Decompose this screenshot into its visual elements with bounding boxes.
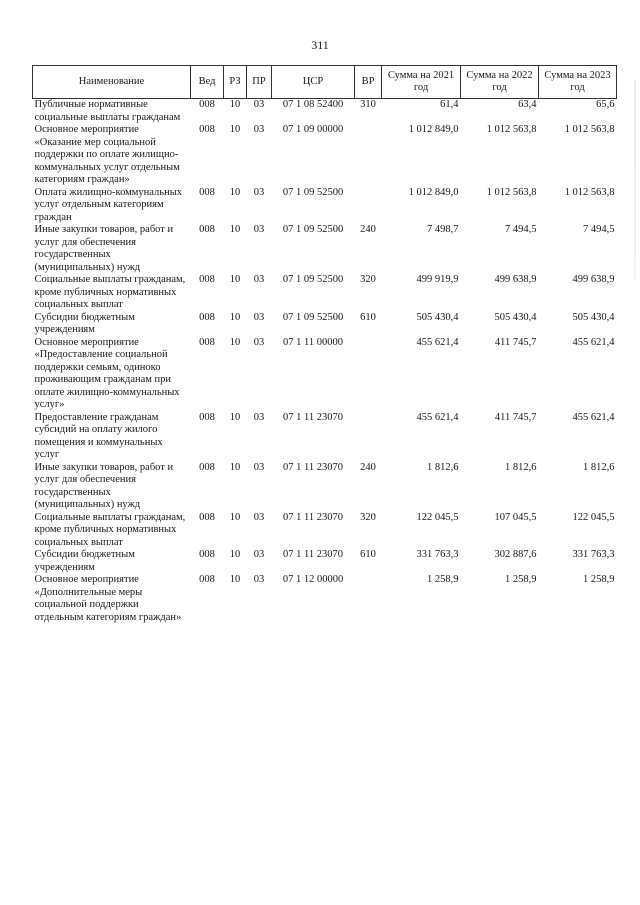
cell-sum-2023: 65,6 bbox=[596, 99, 615, 110]
cell-ved: 008 bbox=[199, 461, 215, 473]
cell-pr: 03 bbox=[253, 461, 265, 473]
cell-csr: 07 1 09 52500 bbox=[282, 186, 344, 198]
cell-sum-2021: 505 430,4 bbox=[416, 311, 459, 323]
cell-sum-2023: 1 812,6 bbox=[583, 461, 615, 473]
cell-sum-2022: 411 745,7 bbox=[494, 336, 537, 348]
cell-rz: 10 bbox=[229, 186, 241, 198]
cell-sum-2021: 122 045,5 bbox=[416, 511, 459, 523]
cell-pr: 03 bbox=[253, 574, 265, 585]
cell-name: Субсидии бюджетным учреждениям bbox=[34, 311, 135, 335]
cell-sum-2022: 63,4 bbox=[518, 99, 537, 110]
cell-pr: 03 bbox=[253, 99, 265, 110]
cell-pr: 03 bbox=[253, 274, 265, 285]
cell-vr: 240 bbox=[360, 461, 376, 473]
cell-sum-2023: 7 494,5 bbox=[583, 224, 615, 235]
cell-rz: 10 bbox=[229, 549, 241, 560]
table-header-row bbox=[33, 66, 617, 99]
table-row bbox=[33, 412, 617, 462]
cell-sum-2023: 122 045,5 bbox=[572, 511, 615, 523]
header-sum-2023: Сумма на 2023 год bbox=[539, 66, 617, 99]
cell-sum-2022: 1 012 563,8 bbox=[486, 186, 537, 198]
cell-rz: 10 bbox=[229, 511, 241, 523]
cell-sum-2023: 455 621,4 bbox=[572, 411, 615, 423]
cell-ved: 008 bbox=[199, 224, 215, 235]
cell-vr: 310 bbox=[360, 99, 376, 110]
cell-name: Основное мероприятие «Оказание мер социальной поддержки по оплате жилищно-коммунальных услуг отдельным категориям граждан» bbox=[34, 124, 180, 185]
cell-sum-2021: 455 621,4 bbox=[416, 411, 459, 423]
header-sum-2022: Сумма на 2022 год bbox=[461, 66, 539, 99]
cell-sum-2023: 1 258,9 bbox=[583, 574, 615, 585]
table-row bbox=[33, 512, 617, 550]
cell-sum-2022: 499 638,9 bbox=[494, 274, 537, 285]
cell-vr bbox=[355, 337, 382, 412]
cell-sum-2023: 1 012 563,8 bbox=[564, 124, 615, 135]
cell-pr: 03 bbox=[253, 411, 265, 423]
cell-csr: 07 1 11 00000 bbox=[283, 336, 343, 348]
cell-csr: 07 1 09 52500 bbox=[282, 311, 344, 323]
cell-name: Основное мероприятие «Дополнительные меры социальной поддержки отдельным категориям граждан» bbox=[34, 574, 182, 623]
cell-ved: 008 bbox=[199, 274, 215, 285]
cell-rz: 10 bbox=[229, 311, 241, 323]
budget-table bbox=[32, 65, 617, 624]
cell-pr: 03 bbox=[253, 336, 265, 348]
cell-vr bbox=[355, 412, 382, 462]
cell-sum-2022: 411 745,7 bbox=[494, 411, 537, 423]
cell-sum-2021: 331 763,3 bbox=[416, 549, 459, 560]
cell-ved: 008 bbox=[199, 411, 215, 423]
header-rz: РЗ bbox=[224, 66, 247, 99]
cell-csr: 07 1 11 23070 bbox=[283, 511, 343, 523]
cell-rz: 10 bbox=[229, 461, 241, 473]
cell-sum-2022: 1 012 563,8 bbox=[486, 124, 537, 135]
cell-csr: 07 1 11 23070 bbox=[283, 549, 343, 560]
header-csr: ЦСР bbox=[272, 66, 355, 99]
cell-vr: 240 bbox=[360, 224, 376, 235]
cell-sum-2023: 1 012 563,8 bbox=[564, 186, 615, 198]
table-row bbox=[33, 99, 617, 125]
cell-name: Иные закупки товаров, работ и услуг для обеспечения государственных (муниципальных) нужд bbox=[34, 461, 174, 510]
table-row bbox=[33, 462, 617, 512]
cell-csr: 07 1 09 52500 bbox=[282, 274, 344, 285]
table-row bbox=[33, 124, 617, 187]
cell-sum-2022: 1 812,6 bbox=[505, 461, 537, 473]
cell-sum-2021: 1 258,9 bbox=[427, 574, 459, 585]
header-sum-2021: Сумма на 2021 год bbox=[382, 66, 461, 99]
cell-vr: 320 bbox=[360, 511, 376, 523]
cell-sum-2022: 302 887,6 bbox=[494, 549, 537, 560]
cell-rz: 10 bbox=[229, 411, 241, 423]
cell-ved: 008 bbox=[199, 574, 215, 585]
cell-csr: 07 1 12 00000 bbox=[282, 574, 344, 585]
cell-sum-2022: 1 258,9 bbox=[505, 574, 537, 585]
scan-edge-shadow bbox=[634, 80, 636, 280]
cell-rz: 10 bbox=[229, 574, 241, 585]
cell-sum-2021: 455 621,4 bbox=[416, 336, 459, 348]
header-ved: Вед bbox=[191, 66, 224, 99]
cell-name: Оплата жилищно-коммунальных услуг отдельным категориям граждан bbox=[34, 186, 182, 223]
cell-name: Иные закупки товаров, работ и услуг для обеспечения государственных (муниципальных) нужд bbox=[34, 224, 174, 273]
table-row bbox=[33, 574, 617, 624]
cell-ved: 008 bbox=[199, 124, 215, 135]
cell-rz: 10 bbox=[229, 274, 241, 285]
cell-name: Социальные выплаты гражданам, кроме публичных нормативных социальных выплат bbox=[34, 511, 186, 548]
cell-ved: 008 bbox=[199, 186, 215, 198]
table-row bbox=[33, 337, 617, 412]
cell-sum-2023: 331 763,3 bbox=[572, 549, 615, 560]
cell-pr: 03 bbox=[253, 549, 265, 560]
cell-pr: 03 bbox=[253, 311, 265, 323]
cell-csr: 07 1 09 00000 bbox=[282, 124, 344, 135]
cell-sum-2023: 499 638,9 bbox=[572, 274, 615, 285]
cell-name: Основное мероприятие «Предоставление социальной поддержки семьям, одиноко проживающим гражданам при оплате жилищно-коммунальных услуг» bbox=[34, 336, 180, 410]
cell-sum-2022: 7 494,5 bbox=[505, 224, 537, 235]
table-row bbox=[33, 549, 617, 574]
cell-pr: 03 bbox=[253, 186, 265, 198]
cell-name: Субсидии бюджетным учреждениям bbox=[34, 549, 135, 573]
cell-name: Социальные выплаты гражданам, кроме публичных нормативных социальных выплат bbox=[34, 274, 186, 310]
table-row bbox=[33, 274, 617, 312]
cell-csr: 07 1 09 52500 bbox=[282, 224, 344, 235]
table-row bbox=[33, 224, 617, 274]
cell-vr: 320 bbox=[360, 274, 376, 285]
cell-csr: 07 1 11 23070 bbox=[283, 411, 343, 423]
cell-vr: 610 bbox=[360, 311, 376, 323]
cell-sum-2021: 61,4 bbox=[440, 99, 459, 110]
cell-pr: 03 bbox=[253, 224, 265, 235]
cell-rz: 10 bbox=[229, 124, 241, 135]
page-number: 311 bbox=[311, 38, 329, 52]
table-row bbox=[33, 312, 617, 337]
cell-sum-2023: 505 430,4 bbox=[572, 311, 615, 323]
cell-vr: 610 bbox=[360, 549, 376, 560]
cell-vr bbox=[355, 124, 382, 187]
header-vr: ВР bbox=[355, 66, 382, 99]
cell-sum-2022: 505 430,4 bbox=[494, 311, 537, 323]
header-name: Наименование bbox=[33, 66, 191, 99]
header-pr: ПР bbox=[247, 66, 272, 99]
table-row bbox=[33, 187, 617, 225]
cell-sum-2021: 1 012 849,0 bbox=[408, 124, 459, 135]
cell-name: Предоставление гражданам субсидий на оплату жилого помещения и коммунальных услуг bbox=[34, 411, 163, 460]
cell-sum-2021: 7 498,7 bbox=[427, 224, 459, 235]
cell-rz: 10 bbox=[229, 224, 241, 235]
cell-sum-2022: 107 045,5 bbox=[494, 511, 537, 523]
cell-csr: 07 1 08 52400 bbox=[282, 99, 344, 110]
cell-csr: 07 1 11 23070 bbox=[283, 461, 343, 473]
cell-ved: 008 bbox=[199, 511, 215, 523]
cell-rz: 10 bbox=[229, 336, 241, 348]
cell-name: Публичные нормативные социальные выплаты гражданам bbox=[34, 99, 181, 123]
cell-vr bbox=[355, 574, 382, 624]
cell-sum-2021: 499 919,9 bbox=[416, 274, 459, 285]
cell-vr bbox=[355, 187, 382, 225]
cell-ved: 008 bbox=[199, 99, 215, 110]
cell-sum-2023: 455 621,4 bbox=[572, 336, 615, 348]
cell-rz: 10 bbox=[229, 99, 241, 110]
cell-sum-2021: 1 812,6 bbox=[427, 461, 459, 473]
cell-pr: 03 bbox=[253, 124, 265, 135]
cell-pr: 03 bbox=[253, 511, 265, 523]
cell-ved: 008 bbox=[199, 336, 215, 348]
cell-sum-2021: 1 012 849,0 bbox=[408, 186, 459, 198]
cell-ved: 008 bbox=[199, 549, 215, 560]
cell-ved: 008 bbox=[199, 311, 215, 323]
